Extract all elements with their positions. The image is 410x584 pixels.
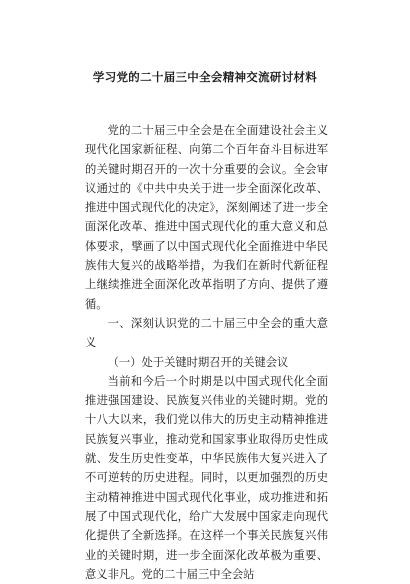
document-title: 学习党的二十届三中全会精神交流研讨材料: [92, 70, 318, 84]
subsection-heading: （一）处于关键时期召开的关键会议: [107, 355, 289, 369]
document-body: [85, 121, 328, 584]
body-paragraph: 当前和今后一个时期是以中国式现代化全面推进强国建设、民族复兴伟业的关键时期。党的十八大以来，我们党以伟大的历史主动精神推进民族复兴事业，推动党和国家事业取得历史性成就、发生历史性变革，中华民族伟大复兴进入了不可逆转的历史进程。同时，以更加强烈的历史主动精神推进中国式现代化事业，成功推进和拓展了中国式现代化，给广大发展中国家走向现代化提供了全新选择。在这样一个事关民族复兴伟业的关键时期，进一步全面深化改革极为重要、意义非凡。党的二十届三中全会站: [85, 374, 328, 581]
intro-paragraph: 党的二十届三中全会是在全面建设社会主义现代化国家新征程、向第二个百年奋斗目标进军的关键时期召开的一次十分重要的会议。全会审议通过的《中共中央关于进一步全面深化改革、推进中国式现代化的决定》，深刻阐述了进一步全面深化改革、推进中国式现代化的重大意义和总体要求，擘画了以中国式现代化全面推进中华民族伟大复兴的战略举措，为我们在新时代新征程上继续推进全面深化改革指明了方向、提供了遵循。: [85, 124, 328, 311]
section-heading: 一、深刻认识党的二十届三中全会的重大意义: [85, 316, 328, 350]
